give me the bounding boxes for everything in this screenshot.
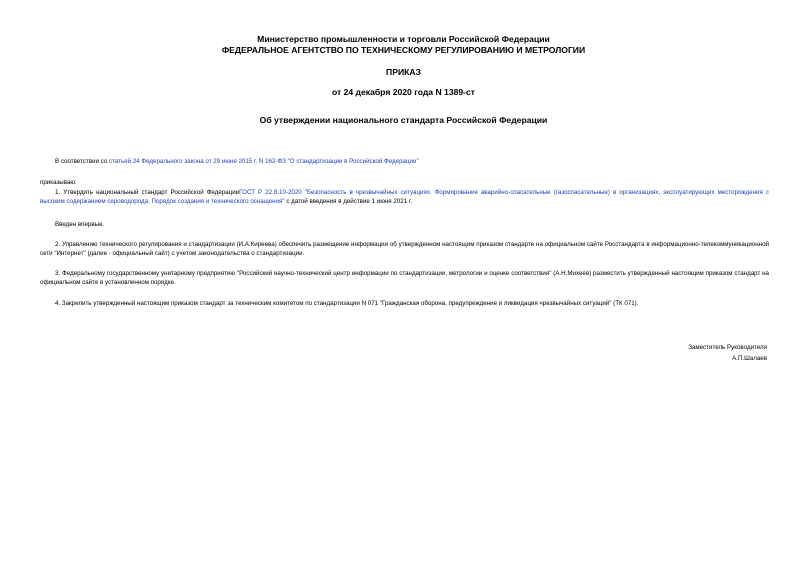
signatory-position: Заместитель Руководителя <box>688 344 767 351</box>
item-1-prefix: 1. Утвердить национальный стандарт Российской Федерации <box>55 189 240 196</box>
orders-word: приказываю: <box>40 179 77 186</box>
item-4-paragraph: 4. Закрепить утвержденный настоящим приказом стандарт за техническим комитетом по стандартизации N 071 "Гражданская оборона, предупреждение и ликвидация чрезвычайных ситуаций" (ТК 071). <box>55 300 639 307</box>
order-date: от 24 декабря 2020 года N 1389-ст <box>331 87 476 97</box>
signatory-name: А.П.Шалаев <box>732 355 767 362</box>
agency-heading: ФЕДЕРАЛЬНОЕ АГЕНТСТВО ПО ТЕХНИЧЕСКОМУ РЕГУЛИРОВАНИЮ И МЕТРОЛОГИИ <box>221 45 586 55</box>
item-3-paragraph: 3. Федеральному государственному унитарному предприятию "Российский научно-технический центр информации по стандартизации, метрологии и оценке соответствия" (А.Н.Михеев) разместить утвержденный настоящим приказом стандарт на официальном сайте в установленном порядке. <box>40 270 769 286</box>
item-1-paragraph <box>40 188 769 206</box>
intro-paragraph <box>40 157 769 166</box>
document-title: Об утверждении национального стандарта Российской Федерации <box>259 115 548 125</box>
ministry-heading: Министерство промышленности и торговли Российской Федерации <box>257 34 550 44</box>
intro-prefix: В соответствии со <box>55 158 109 165</box>
item-2-paragraph: 2. Управлению технического регулирования и стандартизации (И.А.Киреева) обеспечить размещение информации об утвержденном настоящим приказом стандарте на официальном сайте Росстандарта в информационно-телекоммуникационной сети "Интернет" (далее - официальный сайт) с учетом законодательства о стандартизации. <box>40 241 769 257</box>
order-heading: ПРИКАЗ <box>386 67 421 77</box>
introduced-note: Введен впервые. <box>55 221 105 228</box>
gost-link[interactable]: ГОСТ Р 22.8.10-2020 "Безопасность в чрезвычайных ситуациях. Формирования аварийно-спасательные (газоспасательные) в организациях, эксплуатирующих месторождения с высоким содержанием сероводорода. Порядок создания и технического оснащения" <box>40 189 769 205</box>
law-link[interactable]: статьей 24 Федерального закона от 29 июня 2015 г. N 162-ФЗ "О стандартизации в Российской Федерации" <box>108 158 419 165</box>
item-1-suffix: с датой введения в действие 1 июня 2021 г. <box>284 198 413 205</box>
